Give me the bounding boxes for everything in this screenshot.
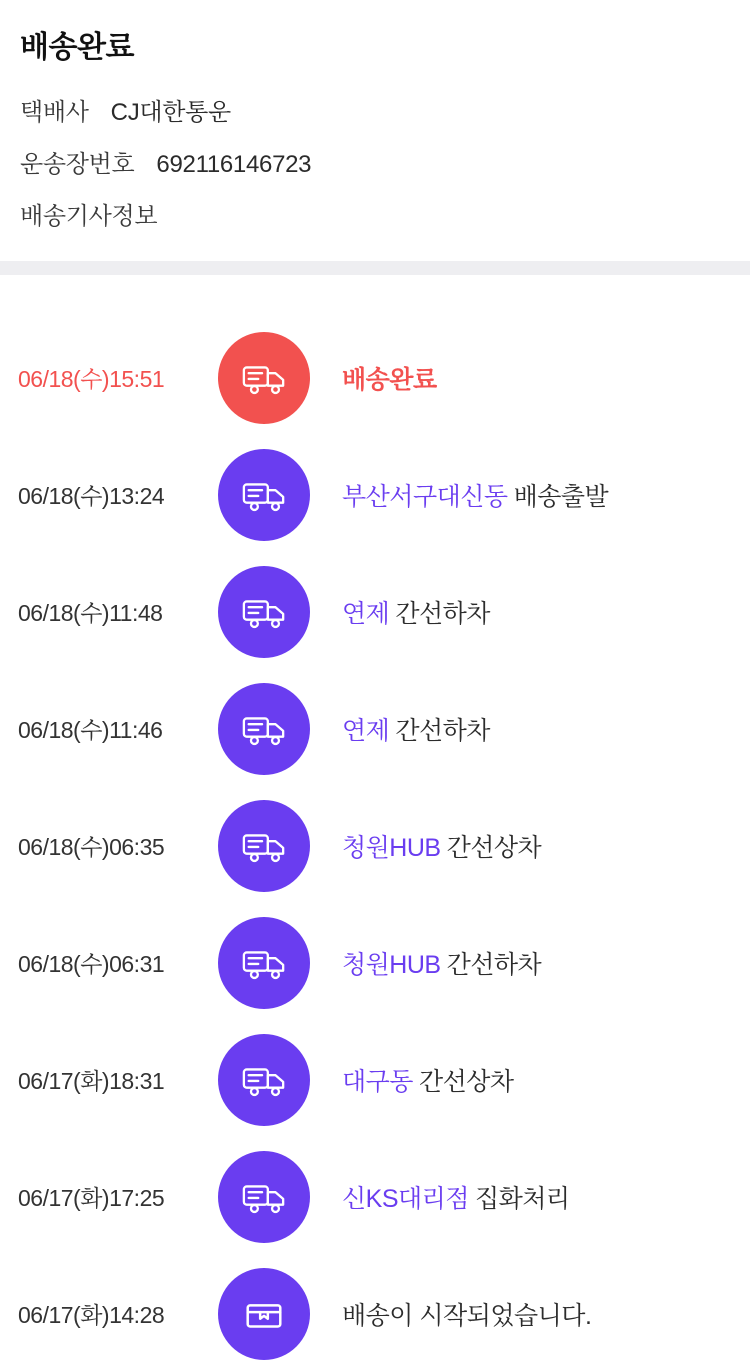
timeline-item-text (318, 828, 750, 864)
carrier-value: CJ대한통운 (110, 99, 231, 126)
timeline-item-time: 06/18(수)11:46 (18, 717, 163, 743)
timeline-item (0, 319, 750, 436)
driver-info-label[interactable]: 배송기사정보 (20, 203, 158, 230)
timeline-item-text (318, 477, 750, 513)
timeline-node-wrap (210, 449, 318, 541)
timeline-item-action: 집화처리 (474, 1184, 570, 1213)
timeline-item-place: 배송완료 (342, 365, 437, 394)
timeline-item (0, 1138, 750, 1255)
carrier-label: 택배사 (20, 99, 89, 126)
timeline-item-action: 간선하차 (395, 716, 490, 745)
timeline-node-wrap (210, 1151, 318, 1243)
timeline-item-time: 06/17(화)14:28 (18, 1302, 165, 1328)
timeline-node-wrap (210, 1268, 318, 1360)
timeline-item-place: 연제 (342, 716, 390, 745)
truck-icon (218, 917, 310, 1009)
timeline-item-place: 청원HUB (342, 833, 441, 862)
truck-icon (218, 800, 310, 892)
tracking-number-value: 692116146723 (156, 151, 312, 178)
timeline-item-text (318, 1296, 750, 1332)
timeline-item-place: 연제 (342, 599, 390, 628)
carrier-row (20, 92, 730, 127)
timeline-item-text (318, 360, 750, 396)
timeline-item-time: 06/18(수)06:35 (18, 834, 165, 860)
timeline-item-action: 간선상차 (446, 833, 542, 862)
truck-icon (218, 566, 310, 658)
timeline-node-wrap (210, 917, 318, 1009)
delivery-timeline (0, 275, 750, 1372)
page-title: 배송완료 (20, 31, 134, 64)
timeline-item-text (318, 1062, 750, 1098)
timeline-item-time: 06/18(수)15:51 (18, 366, 165, 392)
timeline-item-text (318, 1179, 750, 1215)
timeline-node-wrap (210, 683, 318, 775)
timeline-item-time: 06/17(화)17:25 (18, 1185, 165, 1211)
truck-icon (218, 449, 310, 541)
timeline-item-time: 06/18(수)06:31 (18, 951, 165, 977)
timeline-item (0, 553, 750, 670)
timeline-item-action: 간선하차 (395, 599, 490, 628)
timeline-item-place: 청원HUB (342, 950, 441, 979)
truck-icon (218, 1034, 310, 1126)
timeline-item-place: 신KS대리점 (342, 1184, 469, 1213)
timeline-item-place: 대구동 (342, 1067, 413, 1096)
box-icon (218, 1268, 310, 1360)
timeline-node-wrap (210, 800, 318, 892)
timeline-item-action: 간선하차 (446, 950, 542, 979)
timeline-item-text (318, 594, 750, 630)
timeline-item-action: 간선상차 (418, 1067, 514, 1096)
timeline-item (0, 1255, 750, 1372)
delivery-summary-header (0, 0, 750, 261)
timeline-item-place: 부산서구대신동 (342, 482, 508, 511)
timeline-item-time: 06/18(수)13:24 (18, 483, 165, 509)
timeline-item (0, 436, 750, 553)
timeline-item (0, 670, 750, 787)
timeline-node-wrap (210, 332, 318, 424)
timeline-item (0, 1021, 750, 1138)
tracking-number-label: 운송장번호 (20, 151, 135, 178)
timeline-item-place: 배송이 시작되었습니다. (342, 1301, 592, 1330)
timeline-item (0, 787, 750, 904)
tracking-number-row (20, 144, 730, 179)
timeline-node-wrap (210, 566, 318, 658)
timeline-item-text (318, 945, 750, 981)
timeline-item-action: 배송출발 (513, 482, 609, 511)
timeline-item-text (318, 711, 750, 747)
truck-icon (218, 332, 310, 424)
timeline-item-time: 06/18(수)11:48 (18, 600, 163, 626)
truck-icon (218, 683, 310, 775)
truck-icon (218, 1151, 310, 1243)
timeline-item-time: 06/17(화)18:31 (18, 1068, 165, 1094)
timeline-node-wrap (210, 1034, 318, 1126)
timeline-item (0, 904, 750, 1021)
section-divider (0, 261, 750, 275)
